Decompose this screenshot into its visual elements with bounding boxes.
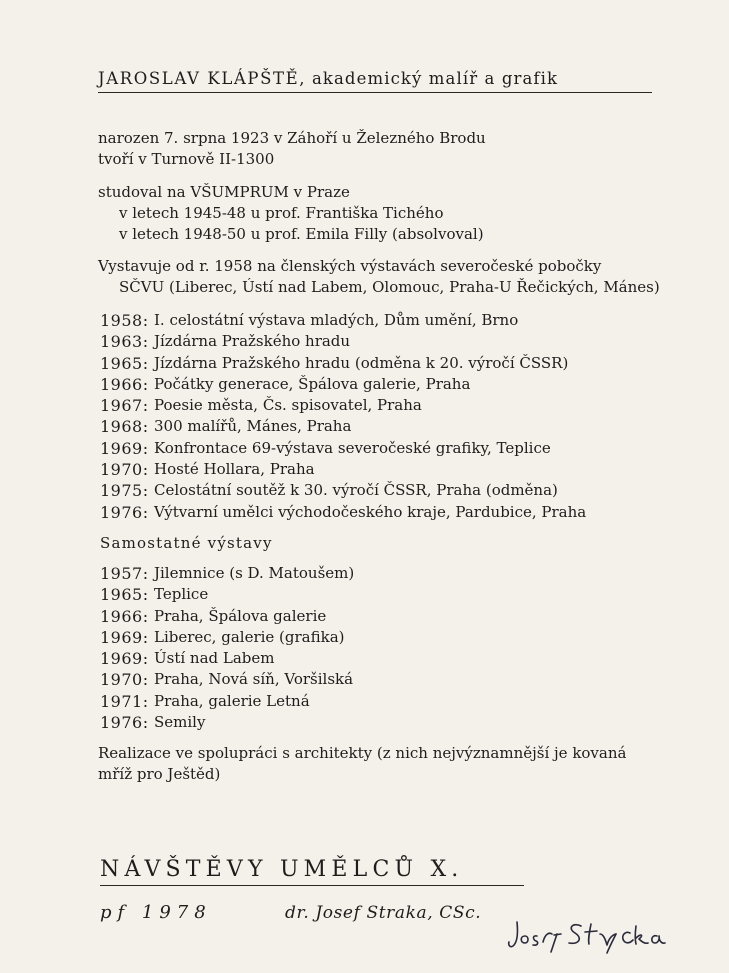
list-item [100,480,586,501]
list-item [100,669,354,690]
exhibition-year: 1957: [100,564,149,583]
exhibition-text: Ústí nad Labem [154,649,275,668]
bio-exhibits-1: Vystavuje od r. 1958 na členských výstavách severočeské pobočky [98,257,602,275]
author-credit: dr. Josef Straka, CSc. [285,903,482,923]
list-item [100,648,354,669]
list-item [100,416,586,437]
solo-exhibitions-list [100,563,354,733]
bio-born: narozen 7. srpna 1923 v Záhoří u Železného Brodu [98,129,486,147]
list-item [100,438,586,459]
exhibition-text: Liberec, galerie (grafika) [154,627,345,646]
exhibition-text: Hosté Hollara, Praha [154,460,315,479]
exhibition-year: 1976: [100,713,149,733]
exhibition-year: 1966: [100,374,149,394]
exhibition-text: Praha, galerie Letná [154,691,310,710]
exhibition-text: Počátky generace, Špálova galerie, Praha [154,374,471,393]
list-item [100,374,586,395]
realization-line-1: Realizace ve spolupráci s architekty (z nich nejvýznamnější je kovaná [98,744,627,762]
exhibition-year: 1965: [100,585,149,605]
list-item [100,353,586,374]
group-exhibitions-list [100,310,586,523]
exhibition-year: 1971: [100,691,149,711]
exhibition-text: Jilemnice (s D. Matoušem) [154,564,355,582]
exhibition-text: Výtvarní umělci východočeského kraje, Pardubice, Praha [154,502,587,521]
artist-title: , akademický malíř a grafik [299,69,559,88]
exhibition-text: Celostátní soutěž k 30. výročí ČSSR, Praha (odměna) [154,481,558,500]
exhibition-year: 1975: [100,481,149,501]
list-item [100,627,354,648]
bio-studies-block [98,182,484,245]
exhibition-year: 1969: [100,438,149,458]
list-item [100,502,586,523]
exhibition-year: 1970: [100,460,149,480]
list-item [100,712,354,733]
bio-studied: studoval na VŠUMPRUM v Praze [98,183,350,201]
exhibition-year: 1969: [100,627,149,647]
exhibition-year: 1958: [100,311,149,330]
exhibition-text: Poesie města, Čs. spisovatel, Praha [154,396,422,415]
list-item [100,563,354,584]
exhibition-text: Praha, Špálova galerie [154,606,327,625]
exhibition-year: 1963: [100,332,149,352]
list-item [100,606,354,627]
series-title: NÁVŠTĚVY UMĚLCŮ X. [100,857,524,886]
exhibition-text: 300 malířů, Mánes, Praha [154,417,352,436]
list-item [100,459,586,480]
list-item [100,331,586,352]
exhibition-text: I. celostátní výstava mladých, Dům umění, Brno [154,311,519,329]
exhibition-year: 1969: [100,649,149,669]
handwritten-signature [505,912,675,957]
exhibition-year: 1967: [100,396,149,416]
realization-note [98,743,626,785]
bio-study-2: v letech 1948-50 u prof. Emila Filly (absolvoval) [119,225,484,243]
exhibition-text: Jízdárna Pražského hradu (odměna k 20. výročí ČSSR) [154,353,569,372]
exhibition-year: 1970: [100,670,149,690]
pf-greeting: pf 1978 [100,902,212,923]
artist-name: JAROSLAV KLÁPŠTĚ [98,69,300,88]
exhibition-year: 1965: [100,353,149,373]
list-item [100,584,354,605]
exhibition-text: Praha, Nová síň, Voršilská [154,670,354,689]
bio-exhibits-2: SČVU (Liberec, Ústí nad Labem, Olomouc, Praha-U Řečických, Mánes) [119,278,660,296]
exhibition-text: Semily [154,713,206,732]
realization-line-2: mříž pro Ještěd) [98,765,221,783]
bio-study-1: v letech 1945-48 u prof. Františka Tichého [119,204,444,222]
list-item [100,310,586,331]
exhibition-text: Konfrontace 69-výstava severočeské grafiky, Teplice [154,438,551,457]
bio-born-block [98,128,486,170]
bio-works: tvoří v Turnově II-1300 [98,150,275,168]
bio-exhibits-block [98,256,660,298]
exhibition-text: Teplice [154,585,209,604]
exhibition-year: 1968: [100,417,149,437]
exhibition-text: Jízdárna Pražského hradu [154,332,351,351]
list-item [100,395,586,416]
list-item [100,691,354,712]
solo-exhibitions-heading: Samostatné výstavy [100,534,273,552]
header-line [98,69,652,93]
exhibition-year: 1966: [100,606,149,626]
exhibition-year: 1976: [100,502,149,522]
